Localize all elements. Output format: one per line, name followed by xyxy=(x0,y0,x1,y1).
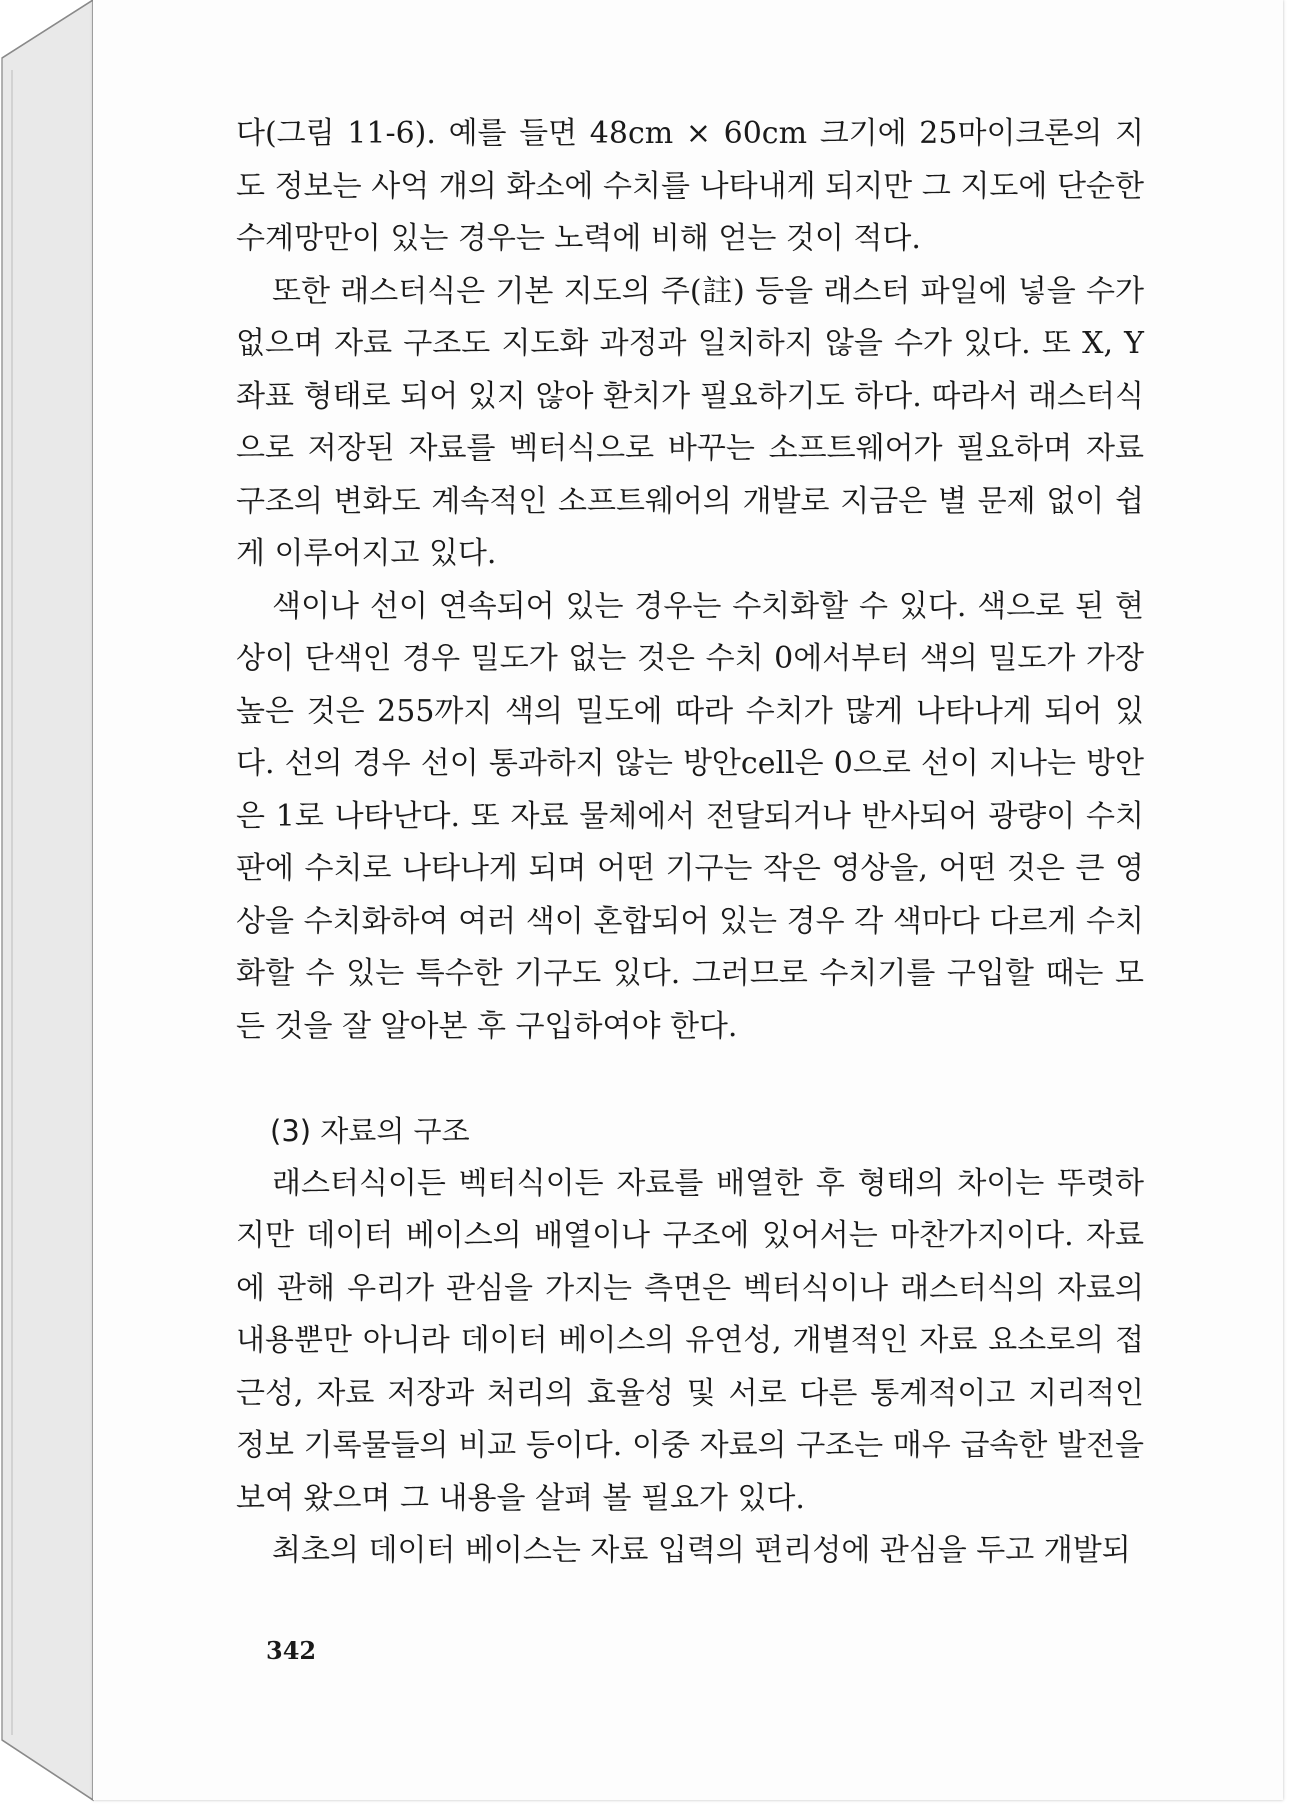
paragraph-2: 또한 래스터식은 기본 지도의 주(註) 등을 래스터 파일에 넣을 수가 없으며 자료 구조도 지도화 과정과 일치하지 않을 수가 있다. 또 X, Y 좌표 형태로 되어 있지 않아 환치가 필요하기도 하다. 따라서 래스터식으로 저장된 자료를 벡터식으로 바꾸는 소프트웨어가 필요하며 자료 구조의 변화도 계속적인 소프트웨어의 개발로 지금은 별 문제 없이 쉽게 이루어지고 있다. xyxy=(236,273,1144,571)
section-paragraph-2: 최초의 데이터 베이스는 자료 입력의 편리성에 관심을 두고 개발되 xyxy=(272,1533,1131,1568)
section-heading: (3) 자료의 구조 xyxy=(270,1114,470,1148)
paragraph-3: 색이나 선이 연속되어 있는 경우는 수치화할 수 있다. 색으로 된 현상이 단색인 경우 밀도가 없는 것은 수치 0에서부터 색의 밀도가 가장 높은 것은 255까지 색의 밀도에 따라 수치가 많게 나타나게 되어 있다. 선의 경우 선이 통과하지 않는 방안cell은 0으로 선이 지나는 방안은 1로 나타난다. 또 자료 물체에서 전달되거나 반사되어 광량이 수치판에 수치로 나타나게 되며 어떤 기구는 작은 영상을, 어떤 것은 큰 영상을 수치화하여 여러 색이 혼합되어 있는 경우 각 색마다 다르게 수치화할 수 있는 특수한 기구도 있다. 그러므로 수치기를 구입할 때는 모든 것을 잘 알아본 후 구입하여야 한다. xyxy=(236,588,1144,1044)
page-number: 342 xyxy=(266,1636,317,1665)
section-paragraph-1: 래스터식이든 벡터식이든 자료를 배열한 후 형태의 차이는 뚜렷하지만 데이터 베이스의 배열이나 구조에 있어서는 마찬가지이다. 자료에 관해 우리가 관심을 가지는 측면은 벡터식이나 래스터식의 자료의 내용뿐만 아니라 데이터 베이스의 유연성, 개별적인 자료 요소로의 접근성, 자료 저장과 처리의 효율성 및 서로 다른 통계적이고 지리적인 정보 기록물들의 비교 등이다. 이중 자료의 구조는 매우 급속한 발전을 보여 왔으며 그 내용을 살펴 볼 필요가 있다. xyxy=(236,1165,1144,1516)
paragraph-1: 다(그림 11-6). 예를 들면 48cm × 60cm 크기에 25마이크론의 지도 정보는 사억 개의 화소에 수치를 나타내게 되지만 그 지도에 단순한 수계망만이 있는 경우는 노력에 비해 얻는 것이 적다. xyxy=(236,116,1144,256)
book-left-edge xyxy=(2,0,93,1800)
page-body xyxy=(236,108,1144,1578)
